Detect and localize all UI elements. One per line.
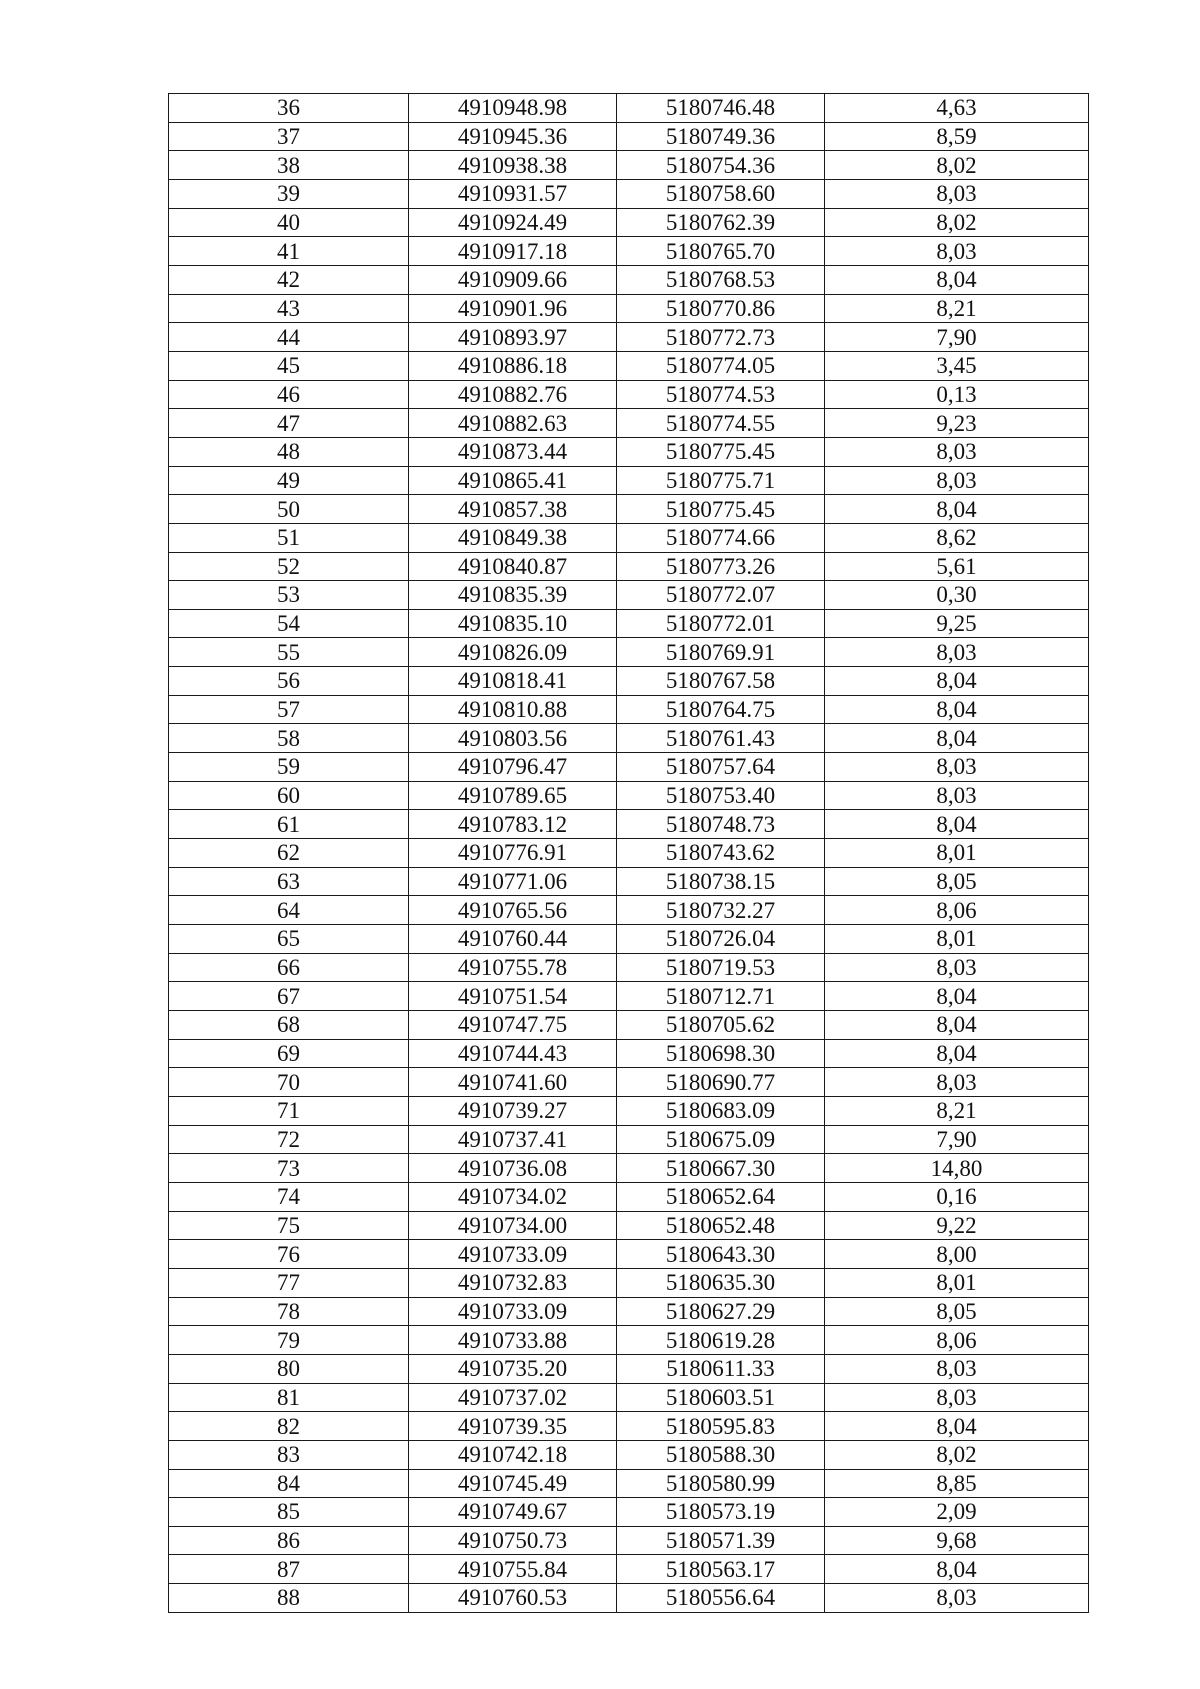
y-coordinate-cell: 5180595.83 — [617, 1412, 825, 1441]
distance-cell: 14,80 — [825, 1154, 1089, 1183]
distance-cell: 8,04 — [825, 695, 1089, 724]
x-coordinate-cell: 4910931.57 — [409, 179, 617, 208]
point-number-cell: 65 — [169, 925, 409, 954]
table-row — [169, 1068, 1089, 1097]
point-number-cell: 47 — [169, 409, 409, 438]
point-number-cell: 56 — [169, 667, 409, 696]
x-coordinate-cell: 4910737.41 — [409, 1125, 617, 1154]
table-row — [169, 151, 1089, 180]
point-number-cell: 64 — [169, 896, 409, 925]
y-coordinate-cell: 5180761.43 — [617, 724, 825, 753]
table-row — [169, 810, 1089, 839]
point-number-cell: 55 — [169, 638, 409, 667]
distance-cell: 8,01 — [825, 1268, 1089, 1297]
distance-cell: 0,30 — [825, 581, 1089, 610]
table-row — [169, 351, 1089, 380]
point-number-cell: 45 — [169, 351, 409, 380]
distance-cell: 8,21 — [825, 1096, 1089, 1125]
point-number-cell: 77 — [169, 1268, 409, 1297]
point-number-cell: 78 — [169, 1297, 409, 1326]
x-coordinate-cell: 4910760.53 — [409, 1584, 617, 1613]
x-coordinate-cell: 4910901.96 — [409, 294, 617, 323]
x-coordinate-cell: 4910818.41 — [409, 667, 617, 696]
y-coordinate-cell: 5180749.36 — [617, 122, 825, 151]
distance-cell: 7,90 — [825, 323, 1089, 352]
point-number-cell: 85 — [169, 1498, 409, 1527]
coordinates-table-body — [169, 94, 1089, 1613]
point-number-cell: 67 — [169, 982, 409, 1011]
point-number-cell: 49 — [169, 466, 409, 495]
point-number-cell: 60 — [169, 781, 409, 810]
table-row — [169, 581, 1089, 610]
point-number-cell: 82 — [169, 1412, 409, 1441]
x-coordinate-cell: 4910917.18 — [409, 237, 617, 266]
point-number-cell: 40 — [169, 208, 409, 237]
distance-cell: 8,02 — [825, 151, 1089, 180]
table-row — [169, 265, 1089, 294]
table-row — [169, 437, 1089, 466]
table-row — [169, 1326, 1089, 1355]
table-row — [169, 839, 1089, 868]
distance-cell: 8,03 — [825, 1383, 1089, 1412]
point-number-cell: 75 — [169, 1211, 409, 1240]
y-coordinate-cell: 5180774.05 — [617, 351, 825, 380]
x-coordinate-cell: 4910893.97 — [409, 323, 617, 352]
distance-cell: 8,06 — [825, 896, 1089, 925]
y-coordinate-cell: 5180719.53 — [617, 953, 825, 982]
x-coordinate-cell: 4910886.18 — [409, 351, 617, 380]
x-coordinate-cell: 4910783.12 — [409, 810, 617, 839]
distance-cell: 8,04 — [825, 495, 1089, 524]
y-coordinate-cell: 5180775.45 — [617, 437, 825, 466]
distance-cell: 8,04 — [825, 1412, 1089, 1441]
point-number-cell: 62 — [169, 839, 409, 868]
table-row — [169, 1154, 1089, 1183]
x-coordinate-cell: 4910945.36 — [409, 122, 617, 151]
x-coordinate-cell: 4910865.41 — [409, 466, 617, 495]
x-coordinate-cell: 4910739.35 — [409, 1412, 617, 1441]
table-row — [169, 609, 1089, 638]
table-row — [169, 1412, 1089, 1441]
distance-cell: 8,03 — [825, 1354, 1089, 1383]
distance-cell: 3,45 — [825, 351, 1089, 380]
distance-cell: 8,04 — [825, 667, 1089, 696]
x-coordinate-cell: 4910873.44 — [409, 437, 617, 466]
x-coordinate-cell: 4910733.09 — [409, 1240, 617, 1269]
y-coordinate-cell: 5180563.17 — [617, 1555, 825, 1584]
distance-cell: 8,03 — [825, 1068, 1089, 1097]
table-row — [169, 1039, 1089, 1068]
y-coordinate-cell: 5180705.62 — [617, 1011, 825, 1040]
table-row — [169, 380, 1089, 409]
y-coordinate-cell: 5180726.04 — [617, 925, 825, 954]
x-coordinate-cell: 4910849.38 — [409, 523, 617, 552]
x-coordinate-cell: 4910733.88 — [409, 1326, 617, 1355]
table-row — [169, 208, 1089, 237]
distance-cell: 8,03 — [825, 179, 1089, 208]
table-row — [169, 1498, 1089, 1527]
x-coordinate-cell: 4910733.09 — [409, 1297, 617, 1326]
x-coordinate-cell: 4910750.73 — [409, 1526, 617, 1555]
point-number-cell: 52 — [169, 552, 409, 581]
distance-cell: 8,04 — [825, 1011, 1089, 1040]
distance-cell: 8,01 — [825, 839, 1089, 868]
y-coordinate-cell: 5180743.62 — [617, 839, 825, 868]
x-coordinate-cell: 4910857.38 — [409, 495, 617, 524]
x-coordinate-cell: 4910882.76 — [409, 380, 617, 409]
table-row — [169, 237, 1089, 266]
point-number-cell: 79 — [169, 1326, 409, 1355]
point-number-cell: 48 — [169, 437, 409, 466]
x-coordinate-cell: 4910739.27 — [409, 1096, 617, 1125]
table-row — [169, 323, 1089, 352]
table-row — [169, 695, 1089, 724]
x-coordinate-cell: 4910741.60 — [409, 1068, 617, 1097]
x-coordinate-cell: 4910948.98 — [409, 94, 617, 123]
table-row — [169, 179, 1089, 208]
table-row — [169, 925, 1089, 954]
y-coordinate-cell: 5180765.70 — [617, 237, 825, 266]
point-number-cell: 76 — [169, 1240, 409, 1269]
distance-cell: 8,03 — [825, 466, 1089, 495]
distance-cell: 8,03 — [825, 753, 1089, 782]
distance-cell: 9,68 — [825, 1526, 1089, 1555]
y-coordinate-cell: 5180683.09 — [617, 1096, 825, 1125]
table-row — [169, 781, 1089, 810]
distance-cell: 9,23 — [825, 409, 1089, 438]
x-coordinate-cell: 4910735.20 — [409, 1354, 617, 1383]
distance-cell: 8,85 — [825, 1469, 1089, 1498]
distance-cell: 0,16 — [825, 1182, 1089, 1211]
y-coordinate-cell: 5180603.51 — [617, 1383, 825, 1412]
x-coordinate-cell: 4910744.43 — [409, 1039, 617, 1068]
y-coordinate-cell: 5180772.07 — [617, 581, 825, 610]
y-coordinate-cell: 5180580.99 — [617, 1469, 825, 1498]
y-coordinate-cell: 5180774.53 — [617, 380, 825, 409]
x-coordinate-cell: 4910755.84 — [409, 1555, 617, 1584]
distance-cell: 8,02 — [825, 208, 1089, 237]
x-coordinate-cell: 4910789.65 — [409, 781, 617, 810]
point-number-cell: 87 — [169, 1555, 409, 1584]
point-number-cell: 42 — [169, 265, 409, 294]
table-row — [169, 1211, 1089, 1240]
distance-cell: 8,03 — [825, 638, 1089, 667]
point-number-cell: 44 — [169, 323, 409, 352]
x-coordinate-cell: 4910732.83 — [409, 1268, 617, 1297]
y-coordinate-cell: 5180690.77 — [617, 1068, 825, 1097]
point-number-cell: 57 — [169, 695, 409, 724]
table-row — [169, 1584, 1089, 1613]
x-coordinate-cell: 4910826.09 — [409, 638, 617, 667]
point-number-cell: 80 — [169, 1354, 409, 1383]
point-number-cell: 63 — [169, 867, 409, 896]
table-row — [169, 1240, 1089, 1269]
y-coordinate-cell: 5180652.64 — [617, 1182, 825, 1211]
table-row — [169, 1125, 1089, 1154]
y-coordinate-cell: 5180667.30 — [617, 1154, 825, 1183]
table-row — [169, 523, 1089, 552]
point-number-cell: 88 — [169, 1584, 409, 1613]
x-coordinate-cell: 4910736.08 — [409, 1154, 617, 1183]
x-coordinate-cell: 4910840.87 — [409, 552, 617, 581]
x-coordinate-cell: 4910771.06 — [409, 867, 617, 896]
y-coordinate-cell: 5180772.73 — [617, 323, 825, 352]
y-coordinate-cell: 5180746.48 — [617, 94, 825, 123]
table-row — [169, 1469, 1089, 1498]
x-coordinate-cell: 4910810.88 — [409, 695, 617, 724]
point-number-cell: 73 — [169, 1154, 409, 1183]
distance-cell: 2,09 — [825, 1498, 1089, 1527]
table-row — [169, 867, 1089, 896]
distance-cell: 8,62 — [825, 523, 1089, 552]
point-number-cell: 38 — [169, 151, 409, 180]
x-coordinate-cell: 4910924.49 — [409, 208, 617, 237]
point-number-cell: 36 — [169, 94, 409, 123]
point-number-cell: 66 — [169, 953, 409, 982]
point-number-cell: 86 — [169, 1526, 409, 1555]
y-coordinate-cell: 5180619.28 — [617, 1326, 825, 1355]
point-number-cell: 46 — [169, 380, 409, 409]
point-number-cell: 54 — [169, 609, 409, 638]
y-coordinate-cell: 5180753.40 — [617, 781, 825, 810]
distance-cell: 8,04 — [825, 1039, 1089, 1068]
x-coordinate-cell: 4910938.38 — [409, 151, 617, 180]
y-coordinate-cell: 5180772.01 — [617, 609, 825, 638]
table-row — [169, 982, 1089, 1011]
x-coordinate-cell: 4910803.56 — [409, 724, 617, 753]
table-row — [169, 1268, 1089, 1297]
table-row — [169, 1096, 1089, 1125]
y-coordinate-cell: 5180712.71 — [617, 982, 825, 1011]
distance-cell: 8,05 — [825, 867, 1089, 896]
point-number-cell: 68 — [169, 1011, 409, 1040]
point-number-cell: 50 — [169, 495, 409, 524]
y-coordinate-cell: 5180754.36 — [617, 151, 825, 180]
distance-cell: 8,03 — [825, 437, 1089, 466]
y-coordinate-cell: 5180635.30 — [617, 1268, 825, 1297]
y-coordinate-cell: 5180775.71 — [617, 466, 825, 495]
point-number-cell: 41 — [169, 237, 409, 266]
y-coordinate-cell: 5180611.33 — [617, 1354, 825, 1383]
distance-cell: 8,03 — [825, 953, 1089, 982]
point-number-cell: 43 — [169, 294, 409, 323]
point-number-cell: 58 — [169, 724, 409, 753]
y-coordinate-cell: 5180748.73 — [617, 810, 825, 839]
table-row — [169, 1383, 1089, 1412]
point-number-cell: 59 — [169, 753, 409, 782]
y-coordinate-cell: 5180556.64 — [617, 1584, 825, 1613]
table-row — [169, 1011, 1089, 1040]
distance-cell: 8,04 — [825, 810, 1089, 839]
x-coordinate-cell: 4910835.39 — [409, 581, 617, 610]
table-row — [169, 466, 1089, 495]
y-coordinate-cell: 5180758.60 — [617, 179, 825, 208]
table-row — [169, 94, 1089, 123]
distance-cell: 8,03 — [825, 237, 1089, 266]
distance-cell: 9,25 — [825, 609, 1089, 638]
point-number-cell: 51 — [169, 523, 409, 552]
distance-cell: 5,61 — [825, 552, 1089, 581]
distance-cell: 8,02 — [825, 1440, 1089, 1469]
table-row — [169, 552, 1089, 581]
y-coordinate-cell: 5180767.58 — [617, 667, 825, 696]
point-number-cell: 74 — [169, 1182, 409, 1211]
distance-cell: 7,90 — [825, 1125, 1089, 1154]
y-coordinate-cell: 5180764.75 — [617, 695, 825, 724]
y-coordinate-cell: 5180774.66 — [617, 523, 825, 552]
distance-cell: 8,01 — [825, 925, 1089, 954]
distance-cell: 8,04 — [825, 724, 1089, 753]
distance-cell: 0,13 — [825, 380, 1089, 409]
table-row — [169, 667, 1089, 696]
point-number-cell: 71 — [169, 1096, 409, 1125]
table-row — [169, 1440, 1089, 1469]
point-number-cell: 39 — [169, 179, 409, 208]
y-coordinate-cell: 5180769.91 — [617, 638, 825, 667]
distance-cell: 8,05 — [825, 1297, 1089, 1326]
distance-cell: 8,04 — [825, 1555, 1089, 1584]
table-row — [169, 638, 1089, 667]
x-coordinate-cell: 4910749.67 — [409, 1498, 617, 1527]
y-coordinate-cell: 5180770.86 — [617, 294, 825, 323]
distance-cell: 8,03 — [825, 781, 1089, 810]
distance-cell: 8,04 — [825, 265, 1089, 294]
table-row — [169, 294, 1089, 323]
distance-cell: 8,04 — [825, 982, 1089, 1011]
y-coordinate-cell: 5180768.53 — [617, 265, 825, 294]
x-coordinate-cell: 4910776.91 — [409, 839, 617, 868]
x-coordinate-cell: 4910737.02 — [409, 1383, 617, 1412]
table-row — [169, 1354, 1089, 1383]
table-row — [169, 409, 1089, 438]
y-coordinate-cell: 5180775.45 — [617, 495, 825, 524]
y-coordinate-cell: 5180643.30 — [617, 1240, 825, 1269]
x-coordinate-cell: 4910734.02 — [409, 1182, 617, 1211]
x-coordinate-cell: 4910909.66 — [409, 265, 617, 294]
y-coordinate-cell: 5180774.55 — [617, 409, 825, 438]
y-coordinate-cell: 5180588.30 — [617, 1440, 825, 1469]
distance-cell: 4,63 — [825, 94, 1089, 123]
table-row — [169, 495, 1089, 524]
table-row — [169, 753, 1089, 782]
x-coordinate-cell: 4910747.75 — [409, 1011, 617, 1040]
table-row — [169, 1297, 1089, 1326]
table-row — [169, 1555, 1089, 1584]
distance-cell: 8,00 — [825, 1240, 1089, 1269]
y-coordinate-cell: 5180773.26 — [617, 552, 825, 581]
distance-cell: 8,21 — [825, 294, 1089, 323]
x-coordinate-cell: 4910835.10 — [409, 609, 617, 638]
point-number-cell: 83 — [169, 1440, 409, 1469]
table-row — [169, 122, 1089, 151]
y-coordinate-cell: 5180738.15 — [617, 867, 825, 896]
distance-cell: 8,06 — [825, 1326, 1089, 1355]
point-number-cell: 70 — [169, 1068, 409, 1097]
x-coordinate-cell: 4910760.44 — [409, 925, 617, 954]
y-coordinate-cell: 5180732.27 — [617, 896, 825, 925]
point-number-cell: 72 — [169, 1125, 409, 1154]
x-coordinate-cell: 4910755.78 — [409, 953, 617, 982]
coordinates-table — [168, 93, 1089, 1613]
point-number-cell: 53 — [169, 581, 409, 610]
table-row — [169, 1526, 1089, 1555]
x-coordinate-cell: 4910734.00 — [409, 1211, 617, 1240]
point-number-cell: 69 — [169, 1039, 409, 1068]
x-coordinate-cell: 4910796.47 — [409, 753, 617, 782]
y-coordinate-cell: 5180652.48 — [617, 1211, 825, 1240]
distance-cell: 9,22 — [825, 1211, 1089, 1240]
distance-cell: 8,59 — [825, 122, 1089, 151]
x-coordinate-cell: 4910765.56 — [409, 896, 617, 925]
table-row — [169, 953, 1089, 982]
y-coordinate-cell: 5180698.30 — [617, 1039, 825, 1068]
x-coordinate-cell: 4910751.54 — [409, 982, 617, 1011]
table-row — [169, 724, 1089, 753]
table-row — [169, 896, 1089, 925]
point-number-cell: 37 — [169, 122, 409, 151]
y-coordinate-cell: 5180571.39 — [617, 1526, 825, 1555]
y-coordinate-cell: 5180573.19 — [617, 1498, 825, 1527]
y-coordinate-cell: 5180762.39 — [617, 208, 825, 237]
point-number-cell: 84 — [169, 1469, 409, 1498]
x-coordinate-cell: 4910742.18 — [409, 1440, 617, 1469]
table-row — [169, 1182, 1089, 1211]
y-coordinate-cell: 5180757.64 — [617, 753, 825, 782]
x-coordinate-cell: 4910745.49 — [409, 1469, 617, 1498]
y-coordinate-cell: 5180627.29 — [617, 1297, 825, 1326]
distance-cell: 8,03 — [825, 1584, 1089, 1613]
point-number-cell: 61 — [169, 810, 409, 839]
x-coordinate-cell: 4910882.63 — [409, 409, 617, 438]
point-number-cell: 81 — [169, 1383, 409, 1412]
y-coordinate-cell: 5180675.09 — [617, 1125, 825, 1154]
